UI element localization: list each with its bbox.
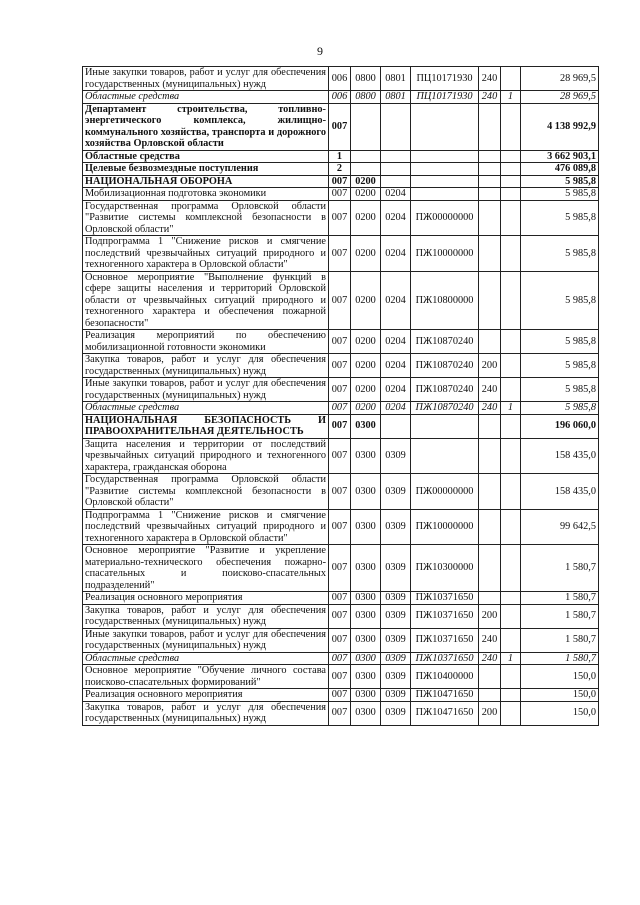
expense-type-code: 240 <box>479 378 501 402</box>
table-row <box>83 200 599 236</box>
target-code: ПЖ10870240 <box>411 330 479 354</box>
subsection-code: 0204 <box>381 236 411 272</box>
row-name: Департамент строительства, топливно-энергетического комплекса, жилищно-коммунального хозяйства, транспорта и дорожного хозяйства Орловской области <box>83 103 329 150</box>
dept-code: 007 <box>329 701 351 725</box>
subsection-code: 0204 <box>381 188 411 201</box>
section-code: 0800 <box>351 91 381 104</box>
subsection-code: 0309 <box>381 545 411 592</box>
target-code: ПЖ10870240 <box>411 402 479 415</box>
expense-type-code <box>479 414 501 438</box>
amount: 476 089,8 <box>521 163 599 176</box>
row-name: Подпрограмма 1 "Снижение рисков и смягчение последствий чрезвычайных ситуаций природного и техногенного характера в Орловской области" <box>83 509 329 545</box>
target-code: ПЦ10171930 <box>411 67 479 91</box>
table-row <box>83 402 599 415</box>
expense-type-code: 200 <box>479 354 501 378</box>
section-code <box>351 103 381 150</box>
table-row <box>83 509 599 545</box>
subsection-code: 0309 <box>381 665 411 689</box>
expense-type-code <box>479 236 501 272</box>
subsection-code: 0204 <box>381 402 411 415</box>
subsection-code: 0801 <box>381 67 411 91</box>
table-row <box>83 438 599 474</box>
funding-source-code <box>501 592 521 605</box>
subsection-code <box>381 150 411 163</box>
row-name: Закупка товаров, работ и услуг для обеспечения государственных (муниципальных) нужд <box>83 354 329 378</box>
target-code: ПЖ10471650 <box>411 701 479 725</box>
expense-type-code <box>479 592 501 605</box>
row-name: Областные средства <box>83 652 329 665</box>
funding-source-code <box>501 474 521 510</box>
amount: 150,0 <box>521 689 599 702</box>
subsection-code: 0204 <box>381 354 411 378</box>
dept-code: 007 <box>329 402 351 415</box>
dept-code: 007 <box>329 689 351 702</box>
table-row <box>83 474 599 510</box>
target-code: ПЖ10471650 <box>411 689 479 702</box>
target-code: ПЖ10300000 <box>411 545 479 592</box>
table-row <box>83 103 599 150</box>
funding-source-code <box>501 163 521 176</box>
subsection-code <box>381 103 411 150</box>
target-code: ПЖ00000000 <box>411 474 479 510</box>
dept-code: 007 <box>329 652 351 665</box>
row-name: Иные закупки товаров, работ и услуг для обеспечения государственных (муниципальных) нужд <box>83 378 329 402</box>
subsection-code: 0309 <box>381 592 411 605</box>
section-code: 0200 <box>351 175 381 188</box>
target-code: ПЦ10171930 <box>411 91 479 104</box>
target-code: ПЖ00000000 <box>411 200 479 236</box>
row-name: Реализация основного мероприятия <box>83 592 329 605</box>
table-body <box>83 67 599 726</box>
table-row <box>83 378 599 402</box>
amount: 1 580,7 <box>521 545 599 592</box>
subsection-code: 0801 <box>381 91 411 104</box>
section-code: 0200 <box>351 330 381 354</box>
table-row <box>83 604 599 628</box>
section-code: 0200 <box>351 354 381 378</box>
row-name: Целевые безвозмездные поступления <box>83 163 329 176</box>
amount: 5 985,8 <box>521 271 599 330</box>
row-name: НАЦИОНАЛЬНАЯ БЕЗОПАСНОСТЬ И ПРАВООХРАНИТЕЛЬНАЯ ДЕЯТЕЛЬНОСТЬ <box>83 414 329 438</box>
table-row <box>83 188 599 201</box>
row-name: Иные закупки товаров, работ и услуг для обеспечения государственных (муниципальных) нужд <box>83 628 329 652</box>
funding-source-code <box>501 378 521 402</box>
dept-code: 007 <box>329 175 351 188</box>
funding-source-code <box>501 509 521 545</box>
row-name: Государственная программа Орловской области "Развитие системы комплексной безопасности в Орловской области" <box>83 474 329 510</box>
section-code: 0300 <box>351 438 381 474</box>
target-code <box>411 438 479 474</box>
subsection-code: 0204 <box>381 200 411 236</box>
section-code: 0300 <box>351 701 381 725</box>
amount: 1 580,7 <box>521 592 599 605</box>
section-code: 0300 <box>351 665 381 689</box>
table-row <box>83 665 599 689</box>
amount: 5 985,8 <box>521 175 599 188</box>
funding-source-code <box>501 438 521 474</box>
section-code: 0200 <box>351 271 381 330</box>
dept-code: 2 <box>329 163 351 176</box>
amount: 150,0 <box>521 701 599 725</box>
table-row <box>83 689 599 702</box>
target-code: ПЖ10371650 <box>411 604 479 628</box>
section-code: 0300 <box>351 604 381 628</box>
table-row <box>83 175 599 188</box>
table-row <box>83 592 599 605</box>
amount: 5 985,8 <box>521 402 599 415</box>
dept-code: 007 <box>329 604 351 628</box>
dept-code: 007 <box>329 665 351 689</box>
dept-code: 007 <box>329 628 351 652</box>
row-name: Государственная программа Орловской области "Развитие системы комплексной безопасности в Орловской области" <box>83 200 329 236</box>
subsection-code: 0309 <box>381 604 411 628</box>
amount: 28 969,5 <box>521 91 599 104</box>
expense-type-code <box>479 175 501 188</box>
funding-source-code: 1 <box>501 402 521 415</box>
amount: 150,0 <box>521 665 599 689</box>
amount: 5 985,8 <box>521 354 599 378</box>
dept-code: 007 <box>329 438 351 474</box>
subsection-code: 0204 <box>381 271 411 330</box>
target-code: ПЖ10371650 <box>411 592 479 605</box>
target-code <box>411 188 479 201</box>
amount: 158 435,0 <box>521 438 599 474</box>
table-row <box>83 91 599 104</box>
table-row <box>83 236 599 272</box>
section-code: 0300 <box>351 545 381 592</box>
target-code: ПЖ10000000 <box>411 236 479 272</box>
target-code <box>411 150 479 163</box>
section-code: 0200 <box>351 402 381 415</box>
amount: 1 580,7 <box>521 604 599 628</box>
row-name: Областные средства <box>83 402 329 415</box>
table-row <box>83 628 599 652</box>
expense-type-code: 240 <box>479 67 501 91</box>
section-code <box>351 150 381 163</box>
table-row <box>83 163 599 176</box>
target-code <box>411 163 479 176</box>
row-name: Иные закупки товаров, работ и услуг для обеспечения государственных (муниципальных) нужд <box>83 67 329 91</box>
section-code: 0300 <box>351 592 381 605</box>
funding-source-code <box>501 188 521 201</box>
row-name: Подпрограмма 1 "Снижение рисков и смягчение последствий чрезвычайных ситуаций природного и техногенного характера в Орловской области" <box>83 236 329 272</box>
subsection-code: 0204 <box>381 378 411 402</box>
funding-source-code <box>501 271 521 330</box>
amount: 1 580,7 <box>521 652 599 665</box>
row-name: Закупка товаров, работ и услуг для обеспечения государственных (муниципальных) нужд <box>83 604 329 628</box>
expense-type-code: 200 <box>479 701 501 725</box>
target-code: ПЖ10371650 <box>411 652 479 665</box>
funding-source-code <box>501 150 521 163</box>
amount: 3 662 903,1 <box>521 150 599 163</box>
funding-source-code <box>501 689 521 702</box>
subsection-code: 0309 <box>381 689 411 702</box>
dept-code: 007 <box>329 354 351 378</box>
row-name: Областные средства <box>83 150 329 163</box>
dept-code: 007 <box>329 474 351 510</box>
expense-type-code: 240 <box>479 402 501 415</box>
subsection-code: 0309 <box>381 628 411 652</box>
target-code: ПЖ10371650 <box>411 628 479 652</box>
target-code <box>411 103 479 150</box>
funding-source-code <box>501 665 521 689</box>
table-row <box>83 652 599 665</box>
subsection-code: 0204 <box>381 330 411 354</box>
table-row <box>83 67 599 91</box>
row-name: Реализация основного мероприятия <box>83 689 329 702</box>
funding-source-code <box>501 354 521 378</box>
dept-code: 006 <box>329 67 351 91</box>
funding-source-code <box>501 545 521 592</box>
section-code: 0300 <box>351 652 381 665</box>
dept-code: 007 <box>329 103 351 150</box>
table-row <box>83 701 599 725</box>
subsection-code: 0309 <box>381 509 411 545</box>
row-name: Реализация мероприятий по обеспечению мобилизационной готовности экономики <box>83 330 329 354</box>
subsection-code <box>381 175 411 188</box>
expense-type-code <box>479 474 501 510</box>
dept-code: 007 <box>329 378 351 402</box>
funding-source-code <box>501 200 521 236</box>
row-name: Основное мероприятие "Выполнение функций в сфере защиты населения и территорий Орловской области от чрезвычайных ситуаций природного и техногенного характера и обеспечения пожарной безопасности" <box>83 271 329 330</box>
funding-source-code: 1 <box>501 91 521 104</box>
expense-type-code <box>479 200 501 236</box>
dept-code: 007 <box>329 509 351 545</box>
expense-type-code <box>479 271 501 330</box>
row-name: Основное мероприятие "Обучение личного состава поисково-спасательных формирований" <box>83 665 329 689</box>
funding-source-code <box>501 67 521 91</box>
expense-type-code <box>479 665 501 689</box>
expense-type-code <box>479 163 501 176</box>
amount: 5 985,8 <box>521 188 599 201</box>
target-code: ПЖ10800000 <box>411 271 479 330</box>
subsection-code: 0309 <box>381 438 411 474</box>
target-code <box>411 414 479 438</box>
row-name: Мобилизационная подготовка экономики <box>83 188 329 201</box>
funding-source-code <box>501 103 521 150</box>
section-code: 0200 <box>351 188 381 201</box>
dept-code: 1 <box>329 150 351 163</box>
section-code <box>351 163 381 176</box>
dept-code: 007 <box>329 545 351 592</box>
amount: 4 138 992,9 <box>521 103 599 150</box>
expense-type-code <box>479 438 501 474</box>
section-code: 0300 <box>351 628 381 652</box>
expense-type-code <box>479 188 501 201</box>
section-code: 0300 <box>351 689 381 702</box>
row-name: Защита населения и территории от последствий чрезвычайных ситуаций природного и техногенного характера, гражданская оборона <box>83 438 329 474</box>
section-code: 0300 <box>351 474 381 510</box>
section-code: 0200 <box>351 378 381 402</box>
funding-source-code <box>501 701 521 725</box>
table-row <box>83 414 599 438</box>
subsection-code <box>381 163 411 176</box>
funding-source-code <box>501 414 521 438</box>
section-code: 0200 <box>351 200 381 236</box>
row-name: Основное мероприятие "Развитие и укрепление материально-технического обеспечения пожарно-спасательных и поисково-спасательных подразделений" <box>83 545 329 592</box>
subsection-code: 0309 <box>381 652 411 665</box>
row-name: Закупка товаров, работ и услуг для обеспечения государственных (муниципальных) нужд <box>83 701 329 725</box>
expense-type-code <box>479 689 501 702</box>
dept-code: 007 <box>329 414 351 438</box>
target-code: ПЖ10870240 <box>411 378 479 402</box>
funding-source-code <box>501 236 521 272</box>
amount: 5 985,8 <box>521 200 599 236</box>
dept-code: 007 <box>329 188 351 201</box>
table-row <box>83 150 599 163</box>
expense-type-code <box>479 545 501 592</box>
section-code: 0300 <box>351 414 381 438</box>
dept-code: 007 <box>329 200 351 236</box>
expense-type-code: 240 <box>479 652 501 665</box>
budget-table <box>82 66 599 726</box>
expense-type-code <box>479 330 501 354</box>
row-name: Областные средства <box>83 91 329 104</box>
subsection-code <box>381 414 411 438</box>
amount: 5 985,8 <box>521 236 599 272</box>
expense-type-code <box>479 509 501 545</box>
section-code: 0300 <box>351 509 381 545</box>
row-name: НАЦИОНАЛЬНАЯ ОБОРОНА <box>83 175 329 188</box>
section-code: 0800 <box>351 67 381 91</box>
expense-type-code: 240 <box>479 91 501 104</box>
funding-source-code <box>501 628 521 652</box>
section-code: 0200 <box>351 236 381 272</box>
amount: 1 580,7 <box>521 628 599 652</box>
target-code: ПЖ10400000 <box>411 665 479 689</box>
subsection-code: 0309 <box>381 474 411 510</box>
dept-code: 007 <box>329 236 351 272</box>
table-row <box>83 271 599 330</box>
target-code <box>411 175 479 188</box>
dept-code: 007 <box>329 592 351 605</box>
dept-code: 007 <box>329 330 351 354</box>
funding-source-code <box>501 175 521 188</box>
expense-type-code: 200 <box>479 604 501 628</box>
dept-code: 007 <box>329 271 351 330</box>
amount: 28 969,5 <box>521 67 599 91</box>
dept-code: 006 <box>329 91 351 104</box>
amount: 99 642,5 <box>521 509 599 545</box>
funding-source-code: 1 <box>501 652 521 665</box>
table-row <box>83 330 599 354</box>
expense-type-code: 240 <box>479 628 501 652</box>
funding-source-code <box>501 330 521 354</box>
page-number: 9 <box>317 44 323 58</box>
target-code: ПЖ10000000 <box>411 509 479 545</box>
expense-type-code <box>479 150 501 163</box>
table-row <box>83 545 599 592</box>
subsection-code: 0309 <box>381 701 411 725</box>
expense-type-code <box>479 103 501 150</box>
amount: 158 435,0 <box>521 474 599 510</box>
amount: 196 060,0 <box>521 414 599 438</box>
table-row <box>83 354 599 378</box>
amount: 5 985,8 <box>521 378 599 402</box>
target-code: ПЖ10870240 <box>411 354 479 378</box>
funding-source-code <box>501 604 521 628</box>
amount: 5 985,8 <box>521 330 599 354</box>
